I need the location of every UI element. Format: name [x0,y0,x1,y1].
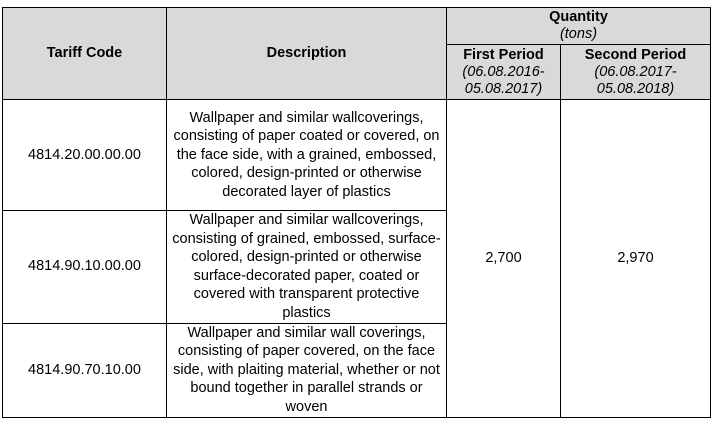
first-period-dates: (06.08.2016-05.08.2017) [462,63,545,97]
second-period-header [561,45,711,100]
second-period-label: Second Period [584,46,687,63]
quantity-header [447,8,711,45]
tariff-code-cell: 4814.20.00.00.00 [3,100,167,211]
description-cell: Wallpaper and similar wallcoverings, consisting of grained, embossed, surface-colored, design-printed or otherwise surface-decorated paper, coated or covered with transparent protective plastics [167,211,447,324]
first-period-label: First Period [463,46,544,63]
second-period-quantity: 2,970 [561,100,711,418]
description-cell: Wallpaper and similar wall coverings, consisting of paper covered, on the face side, with plaiting material, whether or not bound together in parallel strands or woven [167,323,447,417]
table-row [3,100,711,211]
tariff-code-cell: 4814.90.70.10.00 [3,323,167,417]
second-period-dates: (06.08.2017-05.08.2018) [594,63,677,97]
description-header: Description [167,8,447,100]
first-period-quantity: 2,700 [447,100,561,418]
tariff-quota-table [2,7,711,418]
first-period-header [447,45,561,100]
tariff-code-header: Tariff Code [3,8,167,100]
quantity-label: Quantity [549,9,608,25]
quantity-unit: (tons) [559,26,598,42]
description-cell: Wallpaper and similar wallcoverings, consisting of paper coated or covered, on the face side, with a grained, embossed, colored, design-printed or otherwise decorated layer of plastics [167,100,447,211]
tariff-code-cell: 4814.90.10.00.00 [3,211,167,324]
